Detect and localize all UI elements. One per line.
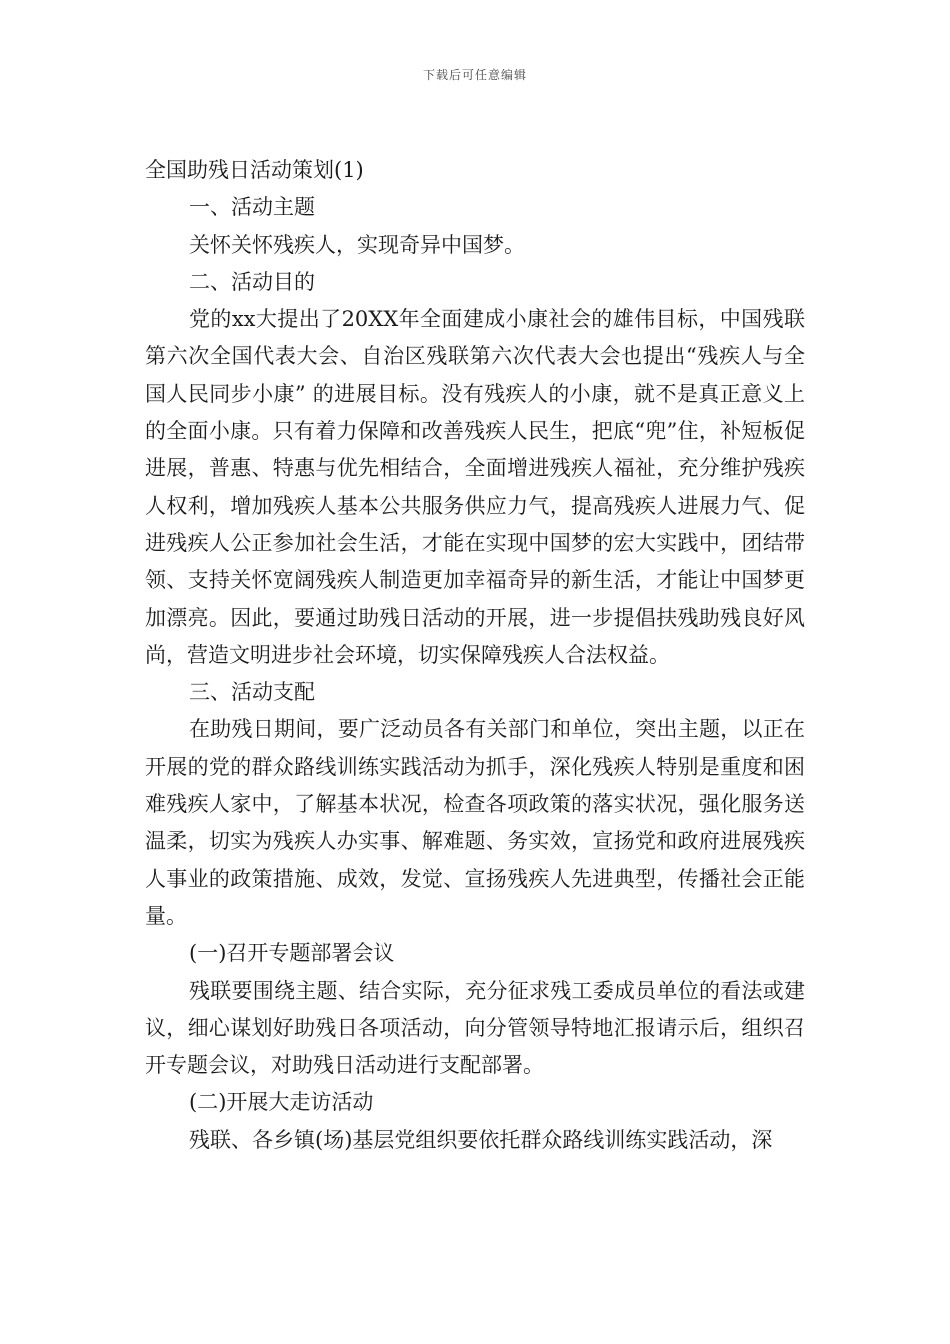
meeting-paragraph: 残联要围绕主题、结合实际，充分征求残工委成员单位的看法或建议，细心谋划好助残日各项活动，向分管领导特地汇报请示后，组织召开专题会议，对助残日活动进行支配部署。 bbox=[145, 978, 805, 1078]
purpose-paragraph: 党的xx大提出了20XX年全面建成小康社会的雄伟目标，中国残联第六次全国代表大会、自治区残联第六次代表大会也提出“残疾人与全国人民同步小康” 的进展目标。没有残疾人的小康，就不是真正意义上的全面小康。只有着力保障和改善残疾人民生，把底“兜”住，补短板促进展，普惠、特惠与优先相结合，全面增进残疾人福祉，充分维护残疾人权利，增加残疾人基本公共服务供应力气，提高残疾人进展力气、促进残疾人公正参加社会生活，才能在实现中国梦的宏大实践中，团结带领、支持关怀宽阔残疾人制造更加幸福奇异的新生活，才能让中国梦更加漂亮。因此，要通过助残日活动的开展，进一步提倡扶残助残良好风尚，营造文明进步社会环境，切实保障残疾人合法权益。 bbox=[145, 307, 805, 667]
arrangement-paragraph: 在助残日期间，要广泛动员各有关部门和单位，突出主题，以正在开展的党的群众路线训练实践活动为抓手，深化残疾人特别是重度和困难残疾人家中，了解基本状况，检查各项政策的落实状况，强化服务送温柔，切实为残疾人办实事、解难题、务实效，宣扬党和政府进展残疾人事业的政策措施、成效，发觉、宣扬残疾人先进典型，传播社会正能量。 bbox=[145, 717, 805, 928]
document-body bbox=[145, 152, 805, 1159]
visits-paragraph: 残联、各乡镇(场)基层党组织要依托群众路线训练实践活动，深 bbox=[189, 1127, 773, 1152]
subheading-visits: (二)开展大走访活动 bbox=[189, 1090, 374, 1115]
section-heading-purpose: 二、活动目的 bbox=[189, 269, 315, 294]
subheading-meeting: (一)召开专题部署会议 bbox=[189, 941, 395, 966]
section-heading-arrangement: 三、活动支配 bbox=[189, 680, 315, 705]
header-note: 下载后可任意编辑 bbox=[422, 68, 527, 82]
document-title: 全国助残日活动策划(1) bbox=[145, 158, 364, 182]
section-heading-theme: 一、活动主题 bbox=[189, 195, 315, 220]
theme-line: 关怀关怀残疾人，实现奇异中国梦。 bbox=[189, 232, 525, 257]
